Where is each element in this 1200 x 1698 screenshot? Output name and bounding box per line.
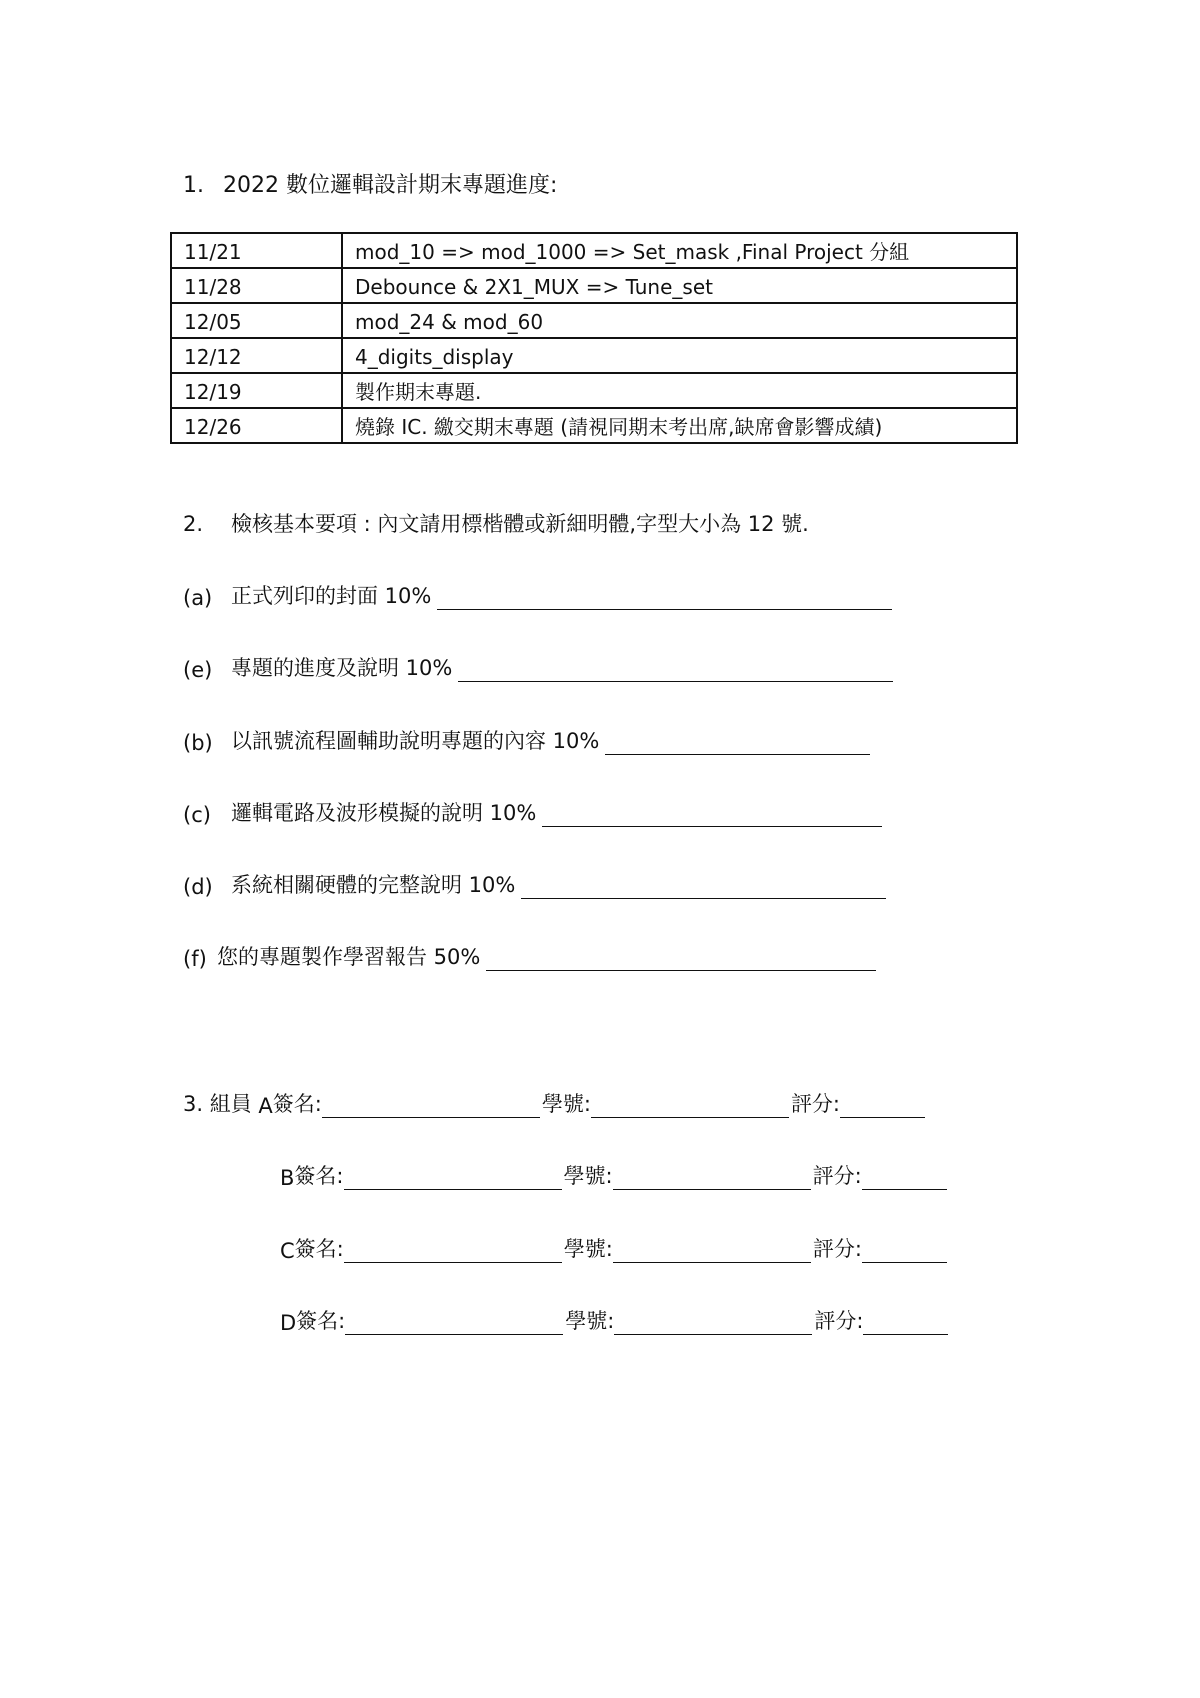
member-letter: C	[280, 1239, 295, 1263]
criterion-text: 專題的進度及說明 10%	[231, 656, 453, 680]
score-label: 評分:	[790, 1092, 841, 1116]
section3-prefix: 3. 組員	[183, 1092, 252, 1116]
fill-in-line[interactable]	[437, 589, 892, 610]
score-label: 評分:	[814, 1309, 864, 1333]
member-row	[280, 1160, 949, 1190]
schedule-task: 4_digits_display	[342, 338, 1017, 373]
schedule-task: Debounce & 2X1_MUX => Tune_set	[342, 268, 1017, 303]
schedule-task: 製作期末專題.	[342, 373, 1017, 408]
score-label: 評分:	[812, 1164, 862, 1188]
section2-heading	[183, 508, 809, 538]
section2-title: 檢核基本要項 : 內文請用標楷體或新細明體,字型大小為 12 號.	[231, 512, 809, 536]
schedule-task: mod_10 => mod_1000 => Set_mask ,Final Project 分組	[342, 233, 1017, 268]
criterion-tag: (d)	[183, 875, 213, 899]
table-row	[171, 268, 1017, 303]
student-id-field[interactable]	[613, 1169, 811, 1190]
table-row	[171, 233, 1017, 268]
schedule-date: 12/12	[171, 338, 342, 373]
sign-label: 簽名:	[294, 1164, 344, 1188]
criterion-item	[183, 580, 892, 610]
schedule-date: 12/26	[171, 408, 342, 443]
score-field[interactable]	[862, 1242, 947, 1263]
table-row	[171, 373, 1017, 408]
fill-in-line[interactable]	[486, 950, 876, 971]
fill-in-line[interactable]	[605, 734, 870, 755]
member-letter: D	[280, 1311, 297, 1335]
fill-in-line[interactable]	[458, 661, 893, 682]
schedule-date: 12/19	[171, 373, 342, 408]
signature-field[interactable]	[322, 1097, 540, 1118]
student-id-field[interactable]	[613, 1242, 811, 1263]
member-row	[280, 1305, 950, 1335]
criterion-text: 正式列印的封面 10%	[231, 584, 432, 608]
fill-in-line[interactable]	[542, 806, 882, 827]
schedule-task: 燒錄 IC. 繳交期末專題 (請視同期末考出席,缺席會影響成績)	[342, 408, 1017, 443]
schedule-task: mod_24 & mod_60	[342, 303, 1017, 338]
signature-field[interactable]	[344, 1242, 562, 1263]
student-id-field[interactable]	[591, 1097, 789, 1118]
section1-title: 2022 數位邏輯設計期末專題進度:	[223, 173, 558, 198]
member-letter: B	[280, 1166, 295, 1190]
student-id-label: 學號:	[565, 1309, 615, 1333]
schedule-table	[170, 232, 1018, 444]
criterion-item	[183, 797, 882, 827]
table-row	[171, 338, 1017, 373]
table-row	[171, 408, 1017, 443]
criterion-tag: (a)	[183, 586, 213, 610]
schedule-date: 11/28	[171, 268, 342, 303]
criterion-item	[183, 652, 893, 682]
sign-label: 簽名:	[296, 1309, 346, 1333]
criterion-item	[183, 725, 870, 755]
student-id-field[interactable]	[614, 1314, 812, 1335]
signature-field[interactable]	[345, 1314, 563, 1335]
criterion-text: 以訊號流程圖輔助說明專題的內容 10%	[231, 729, 600, 753]
student-id-label: 學號:	[563, 1164, 613, 1188]
section1-heading	[183, 168, 557, 199]
score-field[interactable]	[863, 1314, 948, 1335]
sign-label: 簽名:	[294, 1237, 344, 1261]
student-id-label: 學號:	[563, 1237, 613, 1261]
sign-label: 簽名:	[272, 1092, 322, 1116]
section2-number: 2.	[183, 512, 204, 536]
fill-in-line[interactable]	[521, 878, 886, 899]
student-id-label: 學號:	[541, 1092, 591, 1116]
criterion-text: 系統相關硬體的完整說明 10%	[231, 873, 516, 897]
signature-field[interactable]	[344, 1169, 562, 1190]
criterion-tag: (e)	[183, 658, 213, 682]
member-letter: A	[258, 1094, 273, 1118]
schedule-date: 12/05	[171, 303, 342, 338]
section1-number: 1.	[183, 173, 204, 198]
criterion-tag: (c)	[183, 803, 211, 827]
member-row	[280, 1233, 949, 1263]
criterion-tag: (b)	[183, 731, 213, 755]
score-field[interactable]	[840, 1097, 925, 1118]
schedule-date: 11/21	[171, 233, 342, 268]
criterion-item	[183, 941, 876, 971]
criterion-tag: (f)	[183, 947, 207, 971]
criterion-text: 您的專題製作學習報告 50%	[217, 945, 481, 969]
criterion-item	[183, 869, 886, 899]
score-label: 評分:	[812, 1237, 862, 1261]
score-field[interactable]	[862, 1169, 947, 1190]
table-row	[171, 303, 1017, 338]
member-row	[183, 1088, 927, 1118]
criterion-text: 邏輯電路及波形模擬的說明 10%	[231, 801, 537, 825]
